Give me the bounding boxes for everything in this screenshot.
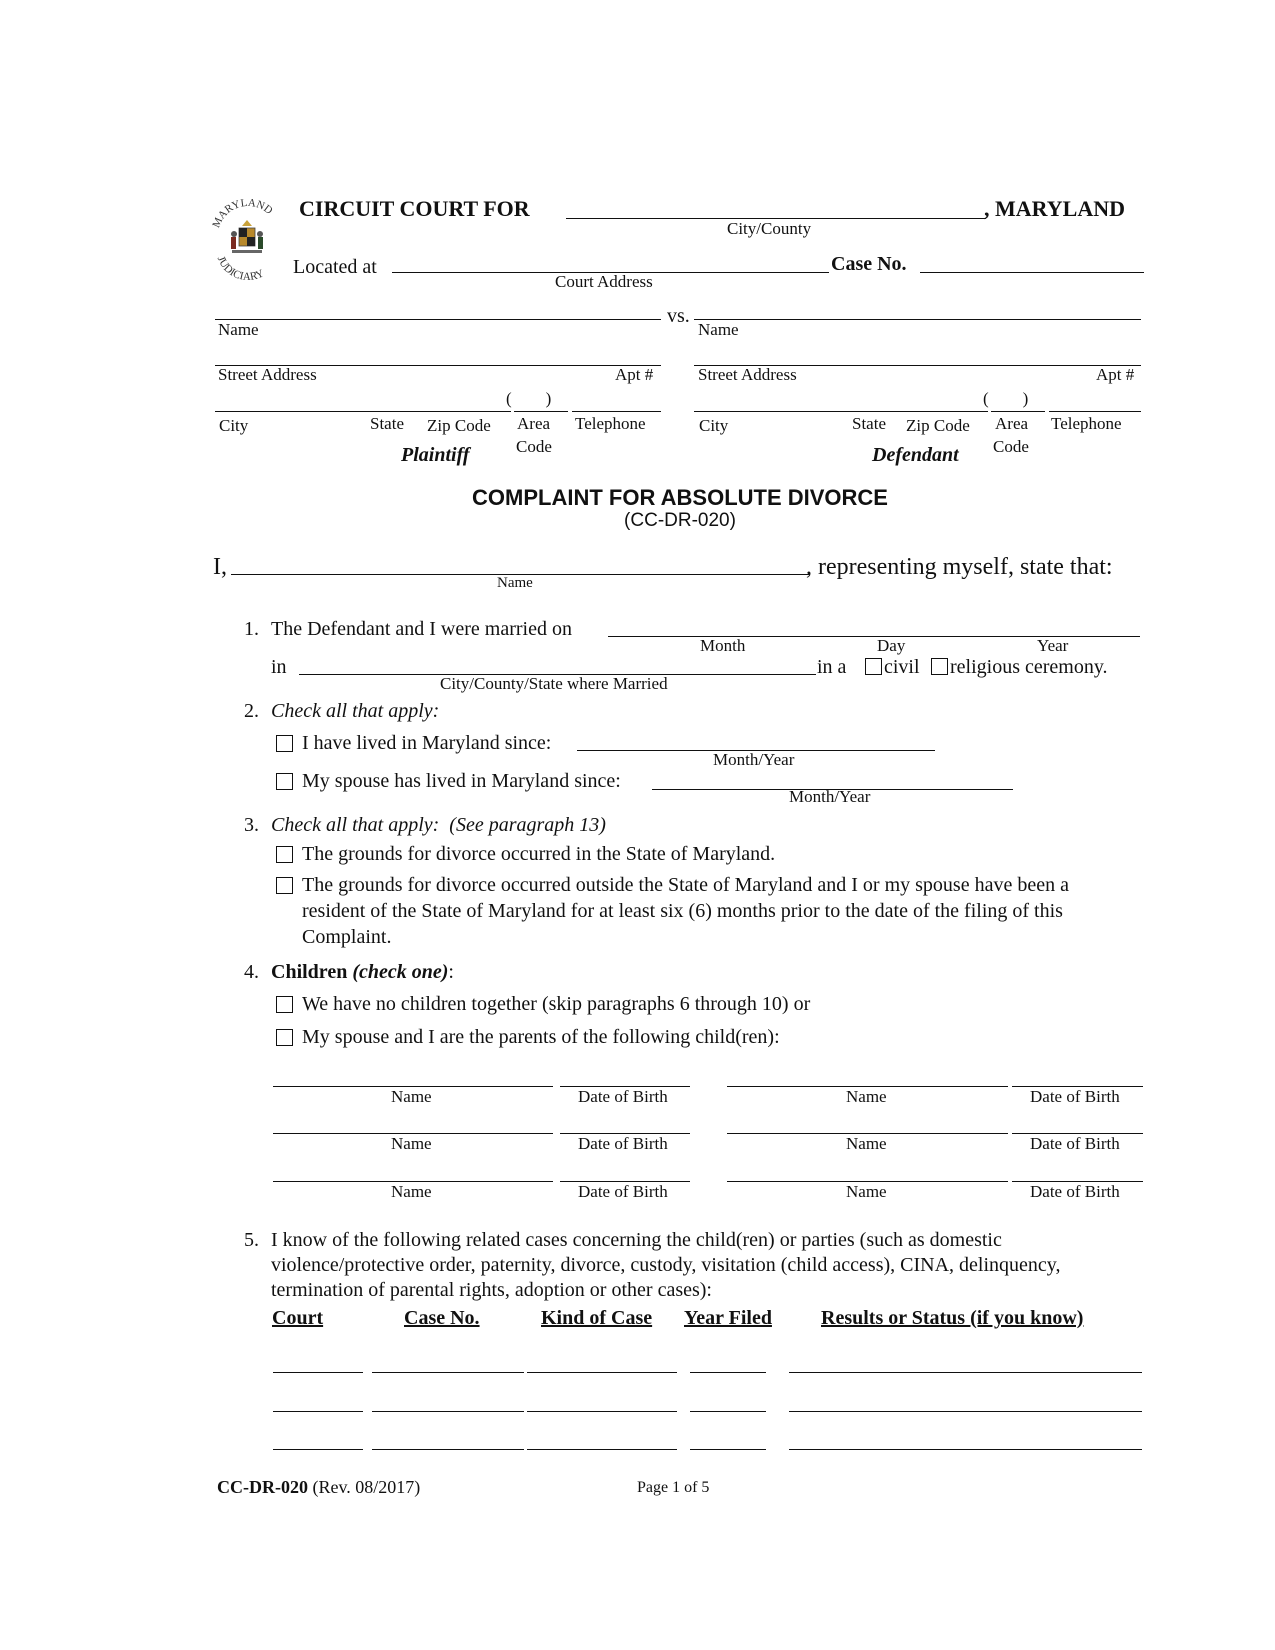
lived-md-checkbox[interactable] [276,735,293,752]
defendant-telephone-hint: Telephone [1051,414,1122,433]
col-results: Results or Status (if you know) [821,1307,1084,1329]
seal-text-top: MARYLAND [210,196,275,230]
p3-number: 3. [244,814,259,836]
p2-number: 2. [244,700,259,722]
p1-number: 1. [244,618,259,640]
defendant-telephone-field[interactable] [1049,411,1141,412]
defendant-city-state-zip-field[interactable] [694,411,988,412]
form-title: COMPLAINT FOR ABSOLUTE DIVORCE [472,485,888,510]
religious-label: religious ceremony. [950,656,1108,678]
plaintiff-city-hint: City [219,416,249,435]
p1-text: The Defendant and I were married on [271,618,572,640]
col-year-filed: Year Filed [684,1307,772,1329]
case-court-field[interactable] [273,1449,363,1450]
plaintiff-code-hint: Code [516,437,552,456]
grounds-outside-line2: resident of the State of Maryland for at least six (6) months prior to the date of the filing of this [302,900,1063,922]
plaintiff-city-state-zip-field[interactable] [215,411,511,412]
form-code-subtitle: (CC-DR-020) [624,510,736,531]
case-kind-field[interactable] [527,1449,677,1450]
plaintiff-area-code-field[interactable] [514,411,568,412]
p5-line2: violence/protective order, paternity, divorce, custody, visitation (child access), CINA, delinquency, [271,1254,1061,1276]
have-children-checkbox[interactable] [276,1029,293,1046]
p1-in: in [271,656,287,678]
p5-line3: termination of parental rights, adoption or other cases): [271,1279,712,1301]
plaintiff-name-hint: Name [218,320,259,339]
child-dob-hint: Date of Birth [578,1134,668,1153]
defendant-area-code-field[interactable] [991,411,1045,412]
plaintiff-state-hint: State [370,414,404,433]
grounds-outside-line1: The grounds for divorce occurred outside the State of Maryland and I or my spouse have been a [302,874,1069,896]
defendant-name-hint: Name [698,320,739,339]
child-name-hint: Name [391,1182,432,1201]
p3-heading: Check all that apply: (See paragraph 13) [271,814,606,836]
child-name-hint: Name [846,1087,887,1106]
footer-page: Page 1 of 5 [637,1479,710,1496]
spouse-lived-md-label: My spouse has lived in Maryland since: [302,770,621,792]
col-case-no: Case No. [404,1307,480,1329]
case-number-field[interactable] [372,1411,524,1412]
child-dob-hint: Date of Birth [578,1182,668,1201]
plaintiff-label: Plaintiff [401,444,470,466]
intro-suffix: , representing myself, state that: [806,554,1113,580]
case-year-field[interactable] [690,1411,766,1412]
defendant-zip-hint: Zip Code [906,416,970,435]
case-court-field[interactable] [273,1372,363,1373]
plaintiff-area-hint: Area [517,414,551,433]
religious-checkbox[interactable] [931,658,948,675]
civil-label: civil [884,656,920,678]
plaintiff-name-field[interactable] [215,319,661,320]
month-hint: Month [700,636,746,655]
child-dob-hint: Date of Birth [578,1087,668,1106]
p4-heading-row [271,961,454,984]
no-children-checkbox[interactable] [276,996,293,1013]
child-dob-hint: Date of Birth [1030,1087,1120,1106]
child-name-hint: Name [391,1087,432,1106]
child-name-hint: Name [391,1134,432,1153]
case-number-field[interactable] [372,1449,524,1450]
defendant-state-hint: State [852,414,886,433]
no-children-label: We have no children together (skip paragraphs 6 through 10) or [302,993,811,1015]
have-children-label: My spouse and I are the parents of the following child(ren): [302,1026,780,1048]
plaintiff-telephone-field[interactable] [572,411,661,412]
case-kind-field[interactable] [527,1411,677,1412]
marriage-place-hint: City/County/State where Married [440,674,668,693]
case-no-label: Case No. [831,253,907,275]
footer-form-id [217,1477,420,1498]
case-year-field[interactable] [690,1449,766,1450]
p4-heading-hint: (check one) [352,961,449,983]
plaintiff-apt-hint: Apt # [615,365,654,384]
p1-in-a: in a [817,656,847,678]
defendant-street-hint: Street Address [698,365,797,384]
seal-text-bottom: JUDICIARY [214,254,266,281]
case-year-field[interactable] [690,1372,766,1373]
p4-colon: : [448,961,454,983]
svg-text:JUDICIARY [215,255,266,281]
footer-form-code: CC-DR-020 [217,1477,308,1497]
child-dob-hint: Date of Birth [1030,1182,1120,1201]
lived-md-label: I have lived in Maryland since: [302,732,552,754]
col-kind-of-case: Kind of Case [541,1307,653,1329]
p4-number: 4. [244,961,259,983]
defendant-city-hint: City [699,416,729,435]
filer-name-hint: Name [497,575,533,591]
day-hint: Day [877,636,906,655]
grounds-outside-md-checkbox[interactable] [276,877,293,894]
lived-md-date-hint: Month/Year [713,750,795,769]
state-label: , MARYLAND [984,196,1125,221]
year-hint: Year [1037,636,1069,655]
defendant-area-parens: ( ) [983,389,1029,408]
case-results-field[interactable] [789,1372,1142,1373]
p5-line1: I know of the following related cases concerning the child(ren) or parties (such as domestic [271,1229,1002,1251]
child-dob-hint: Date of Birth [1030,1134,1120,1153]
spouse-lived-md-checkbox[interactable] [276,773,293,790]
spouse-lived-md-date-hint: Month/Year [789,787,871,806]
court-label: CIRCUIT COURT FOR [299,196,530,221]
intro-prefix: I, [213,554,227,580]
p2-heading: Check all that apply: [271,700,440,722]
case-number-field[interactable] [372,1372,524,1373]
defendant-code-hint: Code [993,437,1029,456]
plaintiff-telephone-hint: Telephone [575,414,646,433]
grounds-outside-line3: Complaint. [302,926,392,948]
plaintiff-area-parens: ( ) [506,389,552,408]
svg-text:MARYLAND [210,197,275,230]
defendant-name-field[interactable] [694,319,1141,320]
grounds-in-md-label: The grounds for divorce occurred in the State of Maryland. [302,843,776,865]
case-results-field[interactable] [789,1449,1142,1450]
defendant-apt-hint: Apt # [1096,365,1135,384]
child-name-hint: Name [846,1134,887,1153]
plaintiff-street-hint: Street Address [218,365,317,384]
case-no-field[interactable] [920,272,1144,273]
defendant-label: Defendant [872,444,959,466]
defendant-area-hint: Area [995,414,1029,433]
court-seal [210,196,285,281]
child-name-hint: Name [846,1182,887,1201]
plaintiff-zip-hint: Zip Code [427,416,491,435]
case-results-field[interactable] [789,1411,1142,1412]
p5-number: 5. [244,1229,259,1251]
court-address-hint: Court Address [555,272,653,291]
vs-label: vs. [667,305,690,327]
grounds-in-md-checkbox[interactable] [276,846,293,863]
located-at-label: Located at [293,256,377,278]
p4-heading: Children [271,961,348,983]
city-county-hint: City/County [727,219,812,238]
footer-rev: (Rev. 08/2017) [312,1477,421,1497]
col-court: Court [272,1307,324,1329]
case-court-field[interactable] [273,1411,363,1412]
civil-checkbox[interactable] [865,658,882,675]
case-kind-field[interactable] [527,1372,677,1373]
